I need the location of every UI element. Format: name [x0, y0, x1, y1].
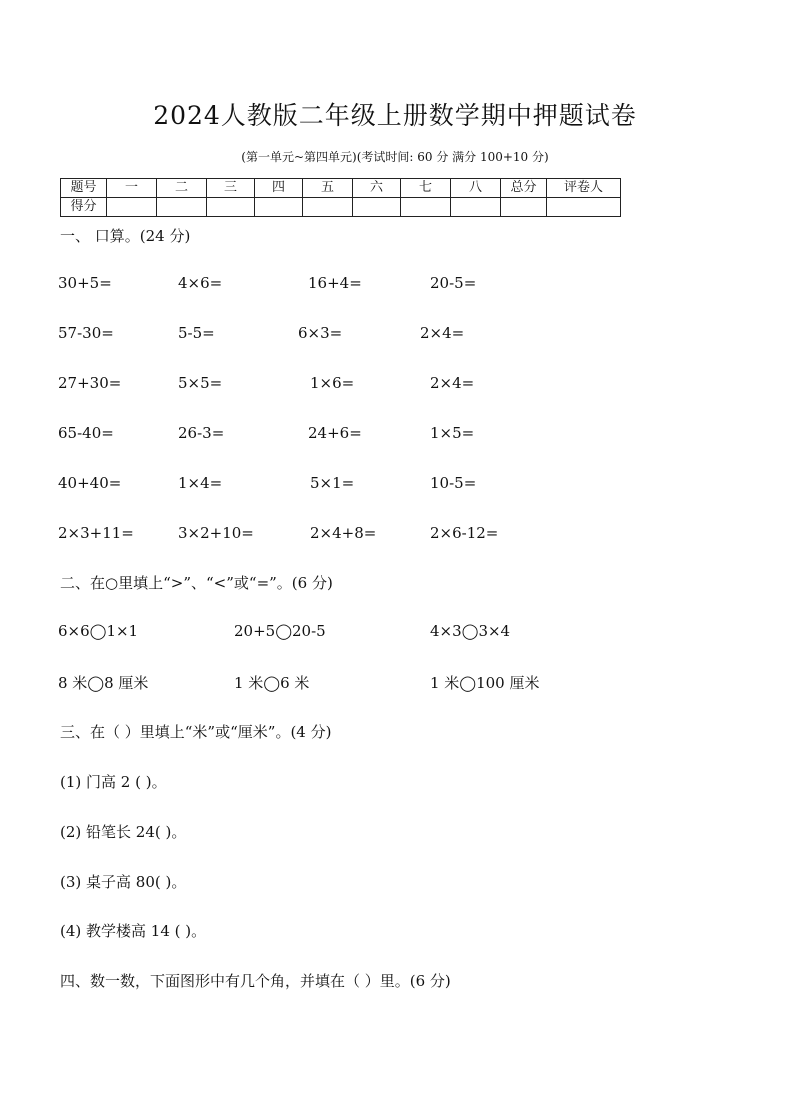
calc-item: 2×4=	[430, 374, 475, 392]
calc-item: 40+40=	[58, 474, 122, 492]
score-table-header-row	[61, 179, 621, 198]
score-header-cell: 总分	[501, 179, 547, 198]
score-header-cell: 三	[207, 179, 255, 198]
score-header-cell: 二	[157, 179, 207, 198]
section4-heading: 四、数一数，下面图形中有几个角，并填在（ ）里。(6 分)	[60, 972, 451, 990]
score-blank-cell[interactable]	[207, 198, 255, 217]
score-blank-cell[interactable]	[353, 198, 401, 217]
calc-item: 57-30=	[58, 324, 114, 342]
calc-item: 30+5=	[58, 274, 112, 292]
calc-item: 1×4=	[178, 474, 223, 492]
fill-unit-item: (2) 铅笔长 24( )。	[60, 823, 187, 841]
calc-item: 4×6=	[178, 274, 223, 292]
score-blank-cell[interactable]	[107, 198, 157, 217]
score-blank-cell[interactable]	[451, 198, 501, 217]
section1-heading: 一、 口算。(24 分)	[60, 227, 191, 245]
fill-unit-item: (4) 教学楼高 14 ( )。	[60, 922, 207, 940]
score-header-cell: 一	[107, 179, 157, 198]
score-blank-cell[interactable]	[501, 198, 547, 217]
exam-title: 2024人教版二年级上册数学期中押题试卷	[153, 101, 637, 130]
score-header-cell: 题号	[61, 179, 107, 198]
score-blank-cell[interactable]	[547, 198, 621, 217]
score-blank-cell[interactable]	[157, 198, 207, 217]
score-header-cell: 七	[401, 179, 451, 198]
score-blank-cell[interactable]	[401, 198, 451, 217]
calc-item: 16+4=	[308, 274, 362, 292]
fill-unit-item: (3) 桌子高 80( )。	[60, 873, 187, 891]
score-table	[60, 178, 621, 217]
fill-unit-item: (1) 门高 2 ( )。	[60, 773, 167, 791]
calc-item: 2×6-12=	[430, 524, 499, 542]
calc-item: 26-3=	[178, 424, 225, 442]
calc-item: 5×1=	[310, 474, 355, 492]
score-header-cell: 八	[451, 179, 501, 198]
calc-item: 24+6=	[308, 424, 362, 442]
score-blank-cell[interactable]	[303, 198, 353, 217]
calc-item: 2×3+11=	[58, 524, 134, 542]
compare-item: 8 米◯8 厘米	[58, 674, 149, 692]
calc-item: 5×5=	[178, 374, 223, 392]
calc-item: 5-5=	[178, 324, 215, 342]
calc-item: 2×4=	[420, 324, 465, 342]
section2-heading: 二、在○里填上“>”、“<”或“=”。(6 分)	[60, 574, 333, 592]
calc-item: 10-5=	[430, 474, 477, 492]
compare-item: 6×6◯1×1	[58, 622, 139, 640]
calc-item: 1×5=	[430, 424, 475, 442]
score-blank-cell[interactable]	[255, 198, 303, 217]
compare-item: 20+5◯20-5	[234, 622, 326, 640]
calc-item: 3×2+10=	[178, 524, 254, 542]
calc-item: 20-5=	[430, 274, 477, 292]
calc-item: 6×3=	[298, 324, 343, 342]
compare-item: 1 米◯6 米	[234, 674, 310, 692]
score-header-cell: 评卷人	[547, 179, 621, 198]
calc-item: 1×6=	[310, 374, 355, 392]
score-header-cell: 五	[303, 179, 353, 198]
score-row-label: 得分	[61, 198, 107, 217]
section3-heading: 三、在（ ）里填上“米”或“厘米”。(4 分)	[60, 723, 332, 741]
score-header-cell: 六	[353, 179, 401, 198]
compare-item: 4×3◯3×4	[430, 622, 511, 640]
calc-item: 65-40=	[58, 424, 114, 442]
calc-item: 27+30=	[58, 374, 122, 392]
score-header-cell: 四	[255, 179, 303, 198]
exam-subtitle: (第一单元~第四单元)(考试时间: 60 分 满分 100+10 分)	[241, 150, 549, 164]
score-table-score-row	[61, 198, 621, 217]
calc-item: 2×4+8=	[310, 524, 377, 542]
compare-item: 1 米◯100 厘米	[430, 674, 540, 692]
